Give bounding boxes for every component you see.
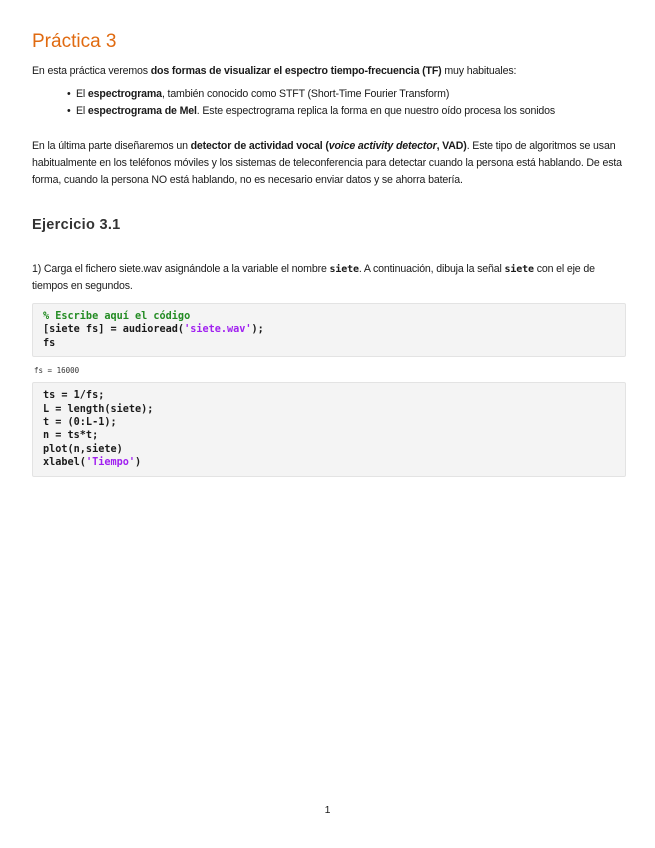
code-block[interactable]: % Escribe aquí el código [siete fs] = audioread('siete.wav'); fs: [32, 303, 626, 357]
page-title: Práctica 3: [32, 31, 117, 52]
list-item: • El espectrograma, también conocido como STFT (Short-Time Fourier Transform): [76, 86, 626, 103]
bullet-icon: •: [67, 105, 71, 117]
page-number: 1: [324, 804, 331, 816]
bullet-list: [32, 86, 626, 120]
vad-paragraph: En la última parte diseñaremos un detector de actividad vocal (voice activity detector, VAD). Este tipo de algoritmos se usan habitualmente en los teléfonos móviles y los sistemas de teleconferencia para detectar cuando la persona está hablando. De esta forma, cuando la persona NO está hablando, no es necesario enviar datos y se ahorra batería.: [32, 140, 622, 186]
list-item: • El espectrograma de Mel. Este espectrograma replica la forma en que nuestro oído procesa los sonidos: [76, 103, 626, 120]
document-page: [32, 30, 626, 477]
section-heading: Ejercicio 3.1: [32, 217, 121, 233]
code-block[interactable]: ts = 1/fs; L = length(siete); t = (0:L-1); n = ts*t; plot(n,siete) xlabel('Tiempo'): [32, 382, 626, 476]
intro-paragraph: En esta práctica veremos dos formas de visualizar el espectro tiempo-frecuencia (TF) muy habituales:: [32, 65, 517, 77]
exercise-instructions: 1) Carga el fichero siete.wav asignándole a la variable el nombre siete. A continuación, dibuja la señal siete con el eje de tiempos en segundos.: [32, 263, 595, 292]
bullet-icon: •: [67, 88, 71, 100]
code-output: fs = 16000: [34, 366, 80, 376]
